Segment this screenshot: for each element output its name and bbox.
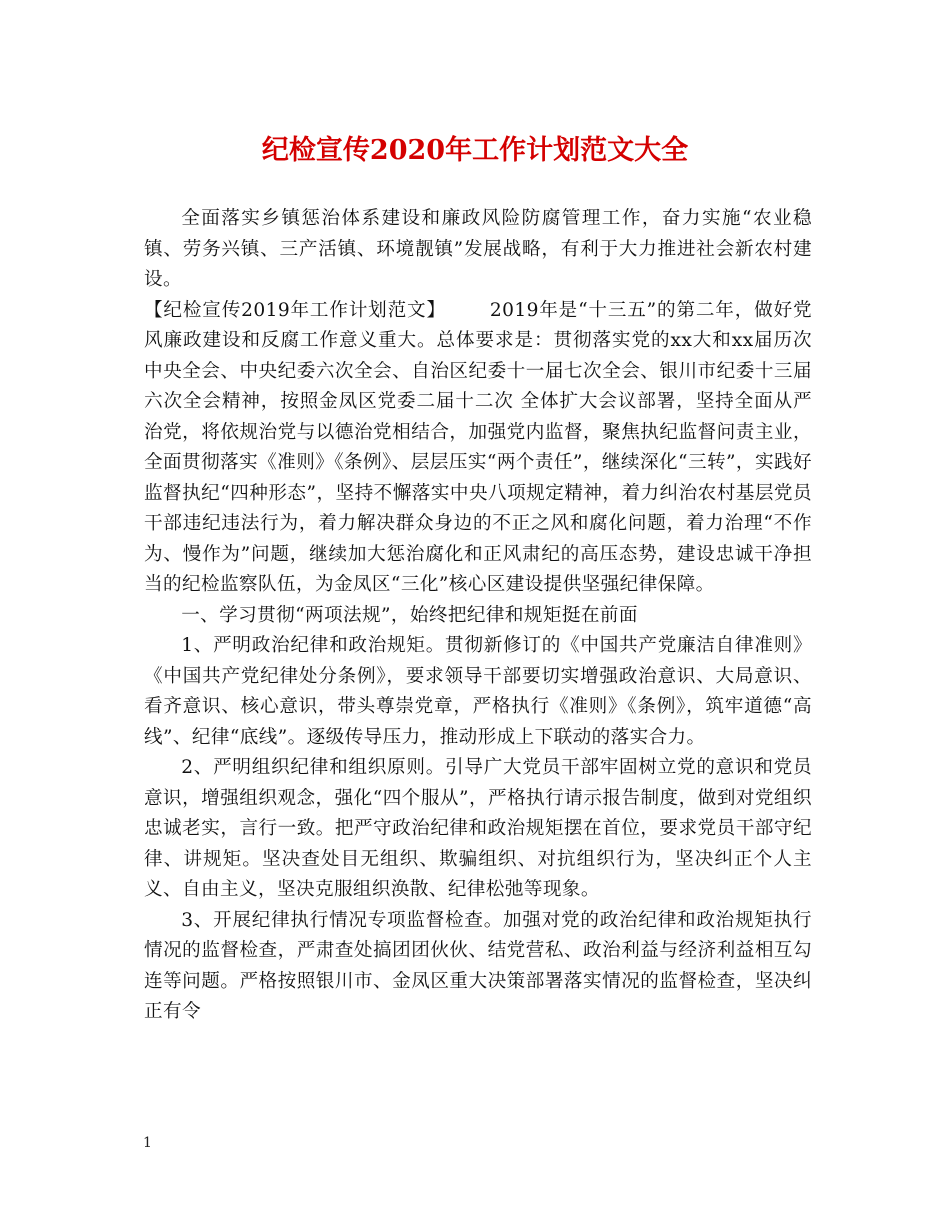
document-title: 纪检宣传2020年工作计划范文大全 (261, 135, 689, 166)
paragraph-intro: 全面落实乡镇惩治体系建设和廉政风险防腐管理工作，奋力实施“农业稳镇、劳务兴镇、三产活镇、环境靓镇”发展战略，有利于大力推进社会新农村建设。 (144, 208, 812, 290)
section-heading-bracket: 【纪检宣传2019年工作计划范文】 (144, 299, 446, 321)
paragraph-item-2: 2、严明组织纪律和组织原则。引导广大党员干部牢固树立党的意识和党员意识，增强组织观念，强化“四个服从”，严格执行请示报告制度，做到对党组织忠诚老实，言行一致。把严守政治纪律和政治规矩摆在首位，要求党员干部守纪律、讲规矩。坚决查处目无组织、欺骗组织、对抗组织行为，坚决纠正个人主义、自由主义，坚决克服组织涣散、纪律松弛等现象。 (144, 757, 812, 900)
paragraph-plan-2019-text: 2019年是“十三五”的第二年，做好党风廉政建设和反腐工作意义重大。总体要求是：贯彻落实党的xx大和xx届历次中央全会、中央纪委六次全会、自治区纪委十一届七次全会、银川市纪委十三届六次全会精神，按照金凤区党委二届十二次 全体扩大会议部署，坚持全面从严治党，将依规治党与以德治党相结合，加强党内监督，聚焦执纪监督问责主业，全面贯彻落实《准则》《条例》、层层压实“两个责任”，继续深化“三转”，实践好监督执纪“四种形态”，坚持不懈落实中央八项规定精神，着力纠治农村基层党员干部违纪违法行为，着力解决群众身边的不正之风和腐化问题，着力治理“不作为、慢作为”问题，继续加大惩治腐化和正风肃纪的高压态势，建设忠诚干净担当的纪检监察队伍，为金凤区“三化”核心区建设提供坚强纪律保障。 (144, 299, 812, 595)
paragraph-plan-2019 (144, 296, 812, 601)
paragraph-item-1: 1、严明政治纪律和政治规矩。贯彻新修订的《中国共产党廉洁自律准则》《中国共产党纪律处分条例》，要求领导干部要切实增强政治意识、大局意识、看齐意识、核心意识，带头尊崇党章，严格执行《准则》《条例》，筑牢道德“高线”、纪律“底线”。逐级传导压力，推动形成上下联动的落实合力。 (144, 635, 812, 748)
paragraph-item-3: 3、开展纪律执行情况专项监督检查。加强对党的政治纪律和政治规矩执行情况的监督检查，严肃查处搞团团伙伙、结党营私、政治利益与经济利益相互勾连等问题。严格按照银川市、金凤区重大决策部署落实情况的监督检查，坚决纠正有令 (144, 909, 812, 1022)
page-number: 1 (143, 1135, 152, 1151)
document-body (144, 204, 812, 1028)
section-heading-1: 一、学习贯彻“两项法规”，始终把纪律和规矩挺在前面 (181, 604, 638, 626)
